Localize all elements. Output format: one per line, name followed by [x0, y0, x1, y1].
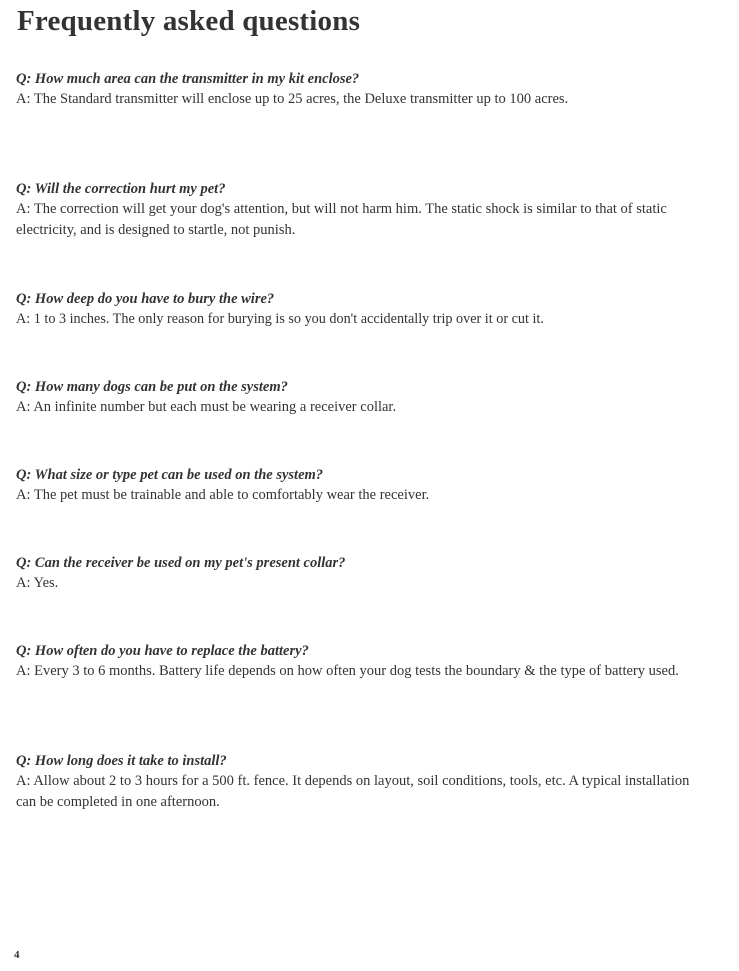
faq-item [16, 289, 731, 330]
faq-answer: A: Allow about 2 to 3 hours for a 500 ft. fence. It depends on layout, soil conditions, tools, etc. A typical installation can be completed in one afternoon. [16, 773, 690, 810]
faq-question: Q: How long does it take to install? [16, 753, 227, 769]
faq-answer: A: 1 to 3 inches. The only reason for burying is so you don't accidentally trip over it or cut it. [16, 311, 544, 327]
faq-answer: A: Every 3 to 6 months. Battery life depends on how often your dog tests the boundary & the type of battery used. [16, 663, 679, 679]
faq-item [16, 465, 731, 506]
faq-item [16, 377, 731, 418]
faq-answer: A: The pet must be trainable and able to comfortably wear the receiver. [16, 487, 430, 503]
page-number: 4 [14, 949, 20, 961]
faq-question: Q: How often do you have to replace the battery? [16, 643, 309, 659]
faq-answer: A: The correction will get your dog's attention, but will not harm him. The static shock is similar to that of static electricity, and is designed to startle, not punish. [16, 201, 667, 238]
faq-question: Q: What size or type pet can be used on the system? [16, 467, 324, 483]
faq-question: Q: How much area can the transmitter in my kit enclose? [16, 71, 360, 87]
faq-answer: A: The Standard transmitter will enclose up to 25 acres, the Deluxe transmitter up to 100 acres. [16, 91, 569, 107]
faq-question: Q: How many dogs can be put on the system? [16, 379, 288, 395]
faq-item [16, 69, 731, 110]
faq-item [16, 641, 731, 682]
faq-answer: A: Yes. [16, 575, 59, 591]
page-title: Frequently asked questions [17, 5, 361, 37]
faq-item [16, 179, 731, 241]
faq-question: Q: Will the correction hurt my pet? [16, 181, 226, 197]
faq-question: Q: Can the receiver be used on my pet's present collar? [16, 555, 346, 571]
faq-question: Q: How deep do you have to bury the wire? [16, 291, 275, 307]
faq-item [16, 553, 731, 594]
faq-answer: A: An infinite number but each must be wearing a receiver collar. [16, 399, 397, 415]
faq-item [16, 751, 731, 813]
